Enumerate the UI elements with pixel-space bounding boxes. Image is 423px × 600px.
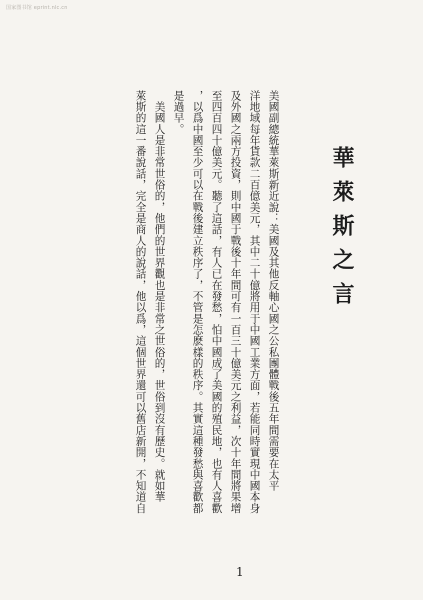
text-column-2: 洋地域每年貨款二百億美元，其中二十億將用于中國工業方面，若能同時實現中國本身 <box>248 90 261 514</box>
library-watermark: 国家图书馆 eprint.nlc.cn <box>6 5 68 11</box>
text-column-6: 是過早。 <box>172 90 185 135</box>
text-column-1: 美國副總統華萊斯新近說：美國及其他反軸心國之公私團體戰後五年間需要在太平 <box>267 90 280 492</box>
text-column-5: ，以爲中國至少可以在戰後建立秩序了，不管是怎麽樣的秩序。其實這種發愁與喜歡都 <box>191 90 204 514</box>
text-column-7: 美國人是非常世俗的，他們的世界觀也是非常之世俗的，世俗到沒有歷史。就如華 <box>153 90 166 503</box>
text-column-8: 萊斯的這一番說話，完全是商人的說話，他以爲，這個世界還可以舊店新開，不知道自 <box>134 90 147 514</box>
page-number: 1 <box>236 565 244 579</box>
text-column-4: 至四百四十億美元。聽了這話，有人已在發愁，怕中國成了美國的殖民地，也有人喜歡 <box>210 90 223 514</box>
text-column-3: 及外國之兩方投資，則中國于戰後十年間可有一百三十億美元之利益，次十年間將果增 <box>229 90 242 514</box>
article-title: 華萊斯之言 <box>329 146 355 316</box>
